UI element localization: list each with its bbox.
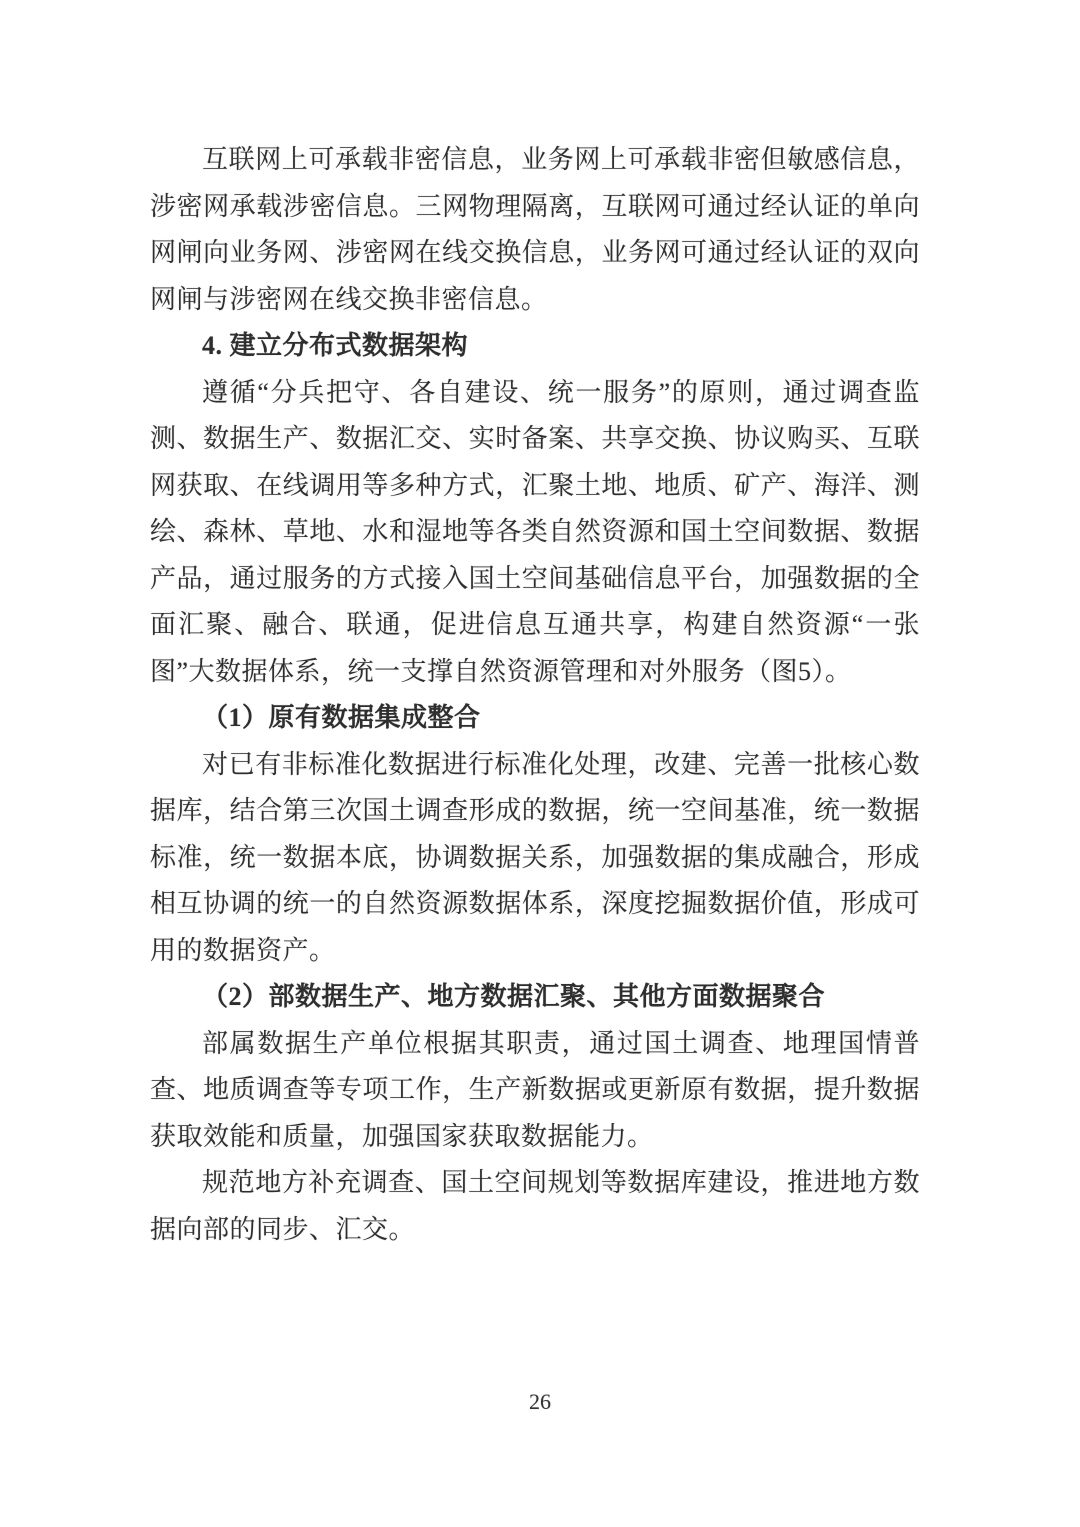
- paragraph-ministry-data-production: 部属数据生产单位根据其职责，通过国土调查、地理国情普查、地质调查等专项工作，生产新数据或更新原有数据，提升数据获取效能和质量，加强国家获取数据能力。: [150, 1028, 920, 1151]
- page-number: 26: [529, 1389, 551, 1414]
- paragraph-local-data-sync: 规范地方补充调查、国土空间规划等数据库建设，推进地方数据向部的同步、汇交。: [150, 1168, 920, 1244]
- subsection-heading-1-existing-data-integration: （1）原有数据集成整合: [202, 703, 481, 732]
- paragraph-data-aggregation-principle: 遵循“分兵把守、各自建设、统一服务”的原则，通过调查监测、数据生产、数据汇交、实时备案、共享交换、协议购买、互联网获取、在线调用等多种方式，汇聚土地、地质、矿产、海洋、测绘、森林、草地、水和湿地等各类自然资源和国土空间数据、数据产品，通过服务的方式接入国土空间基础信息平台，加强数据的全面汇聚、融合、联通，促进信息互通共享，构建自然资源“一张图”大数据体系，统一支撑自然资源管理和对外服务（图5）。: [150, 377, 920, 686]
- section-heading-4-distributed-data-architecture: 4. 建立分布式数据架构: [202, 331, 469, 360]
- paragraph-network-security: 互联网上可承载非密信息，业务网上可承载非密但敏感信息，涉密网承载涉密信息。三网物理隔离，互联网可通过经认证的单向网闸向业务网、涉密网在线交换信息，业务网可通过经认证的双向网闸与涉密网在线交换非密信息。: [150, 145, 920, 314]
- subsection-heading-2-data-production-aggregation: （2）部数据生产、地方数据汇聚、其他方面数据聚合: [202, 982, 826, 1011]
- document-content: [150, 137, 920, 1253]
- paragraph-data-standardization: 对已有非标准化数据进行标准化处理，改建、完善一批核心数据库，结合第三次国土调查形成的数据，统一空间基准，统一数据标准，统一数据本底，协调数据关系，加强数据的集成融合，形成相互协调的统一的自然资源数据体系，深度挖掘数据价值，形成可用的数据资产。: [150, 749, 920, 965]
